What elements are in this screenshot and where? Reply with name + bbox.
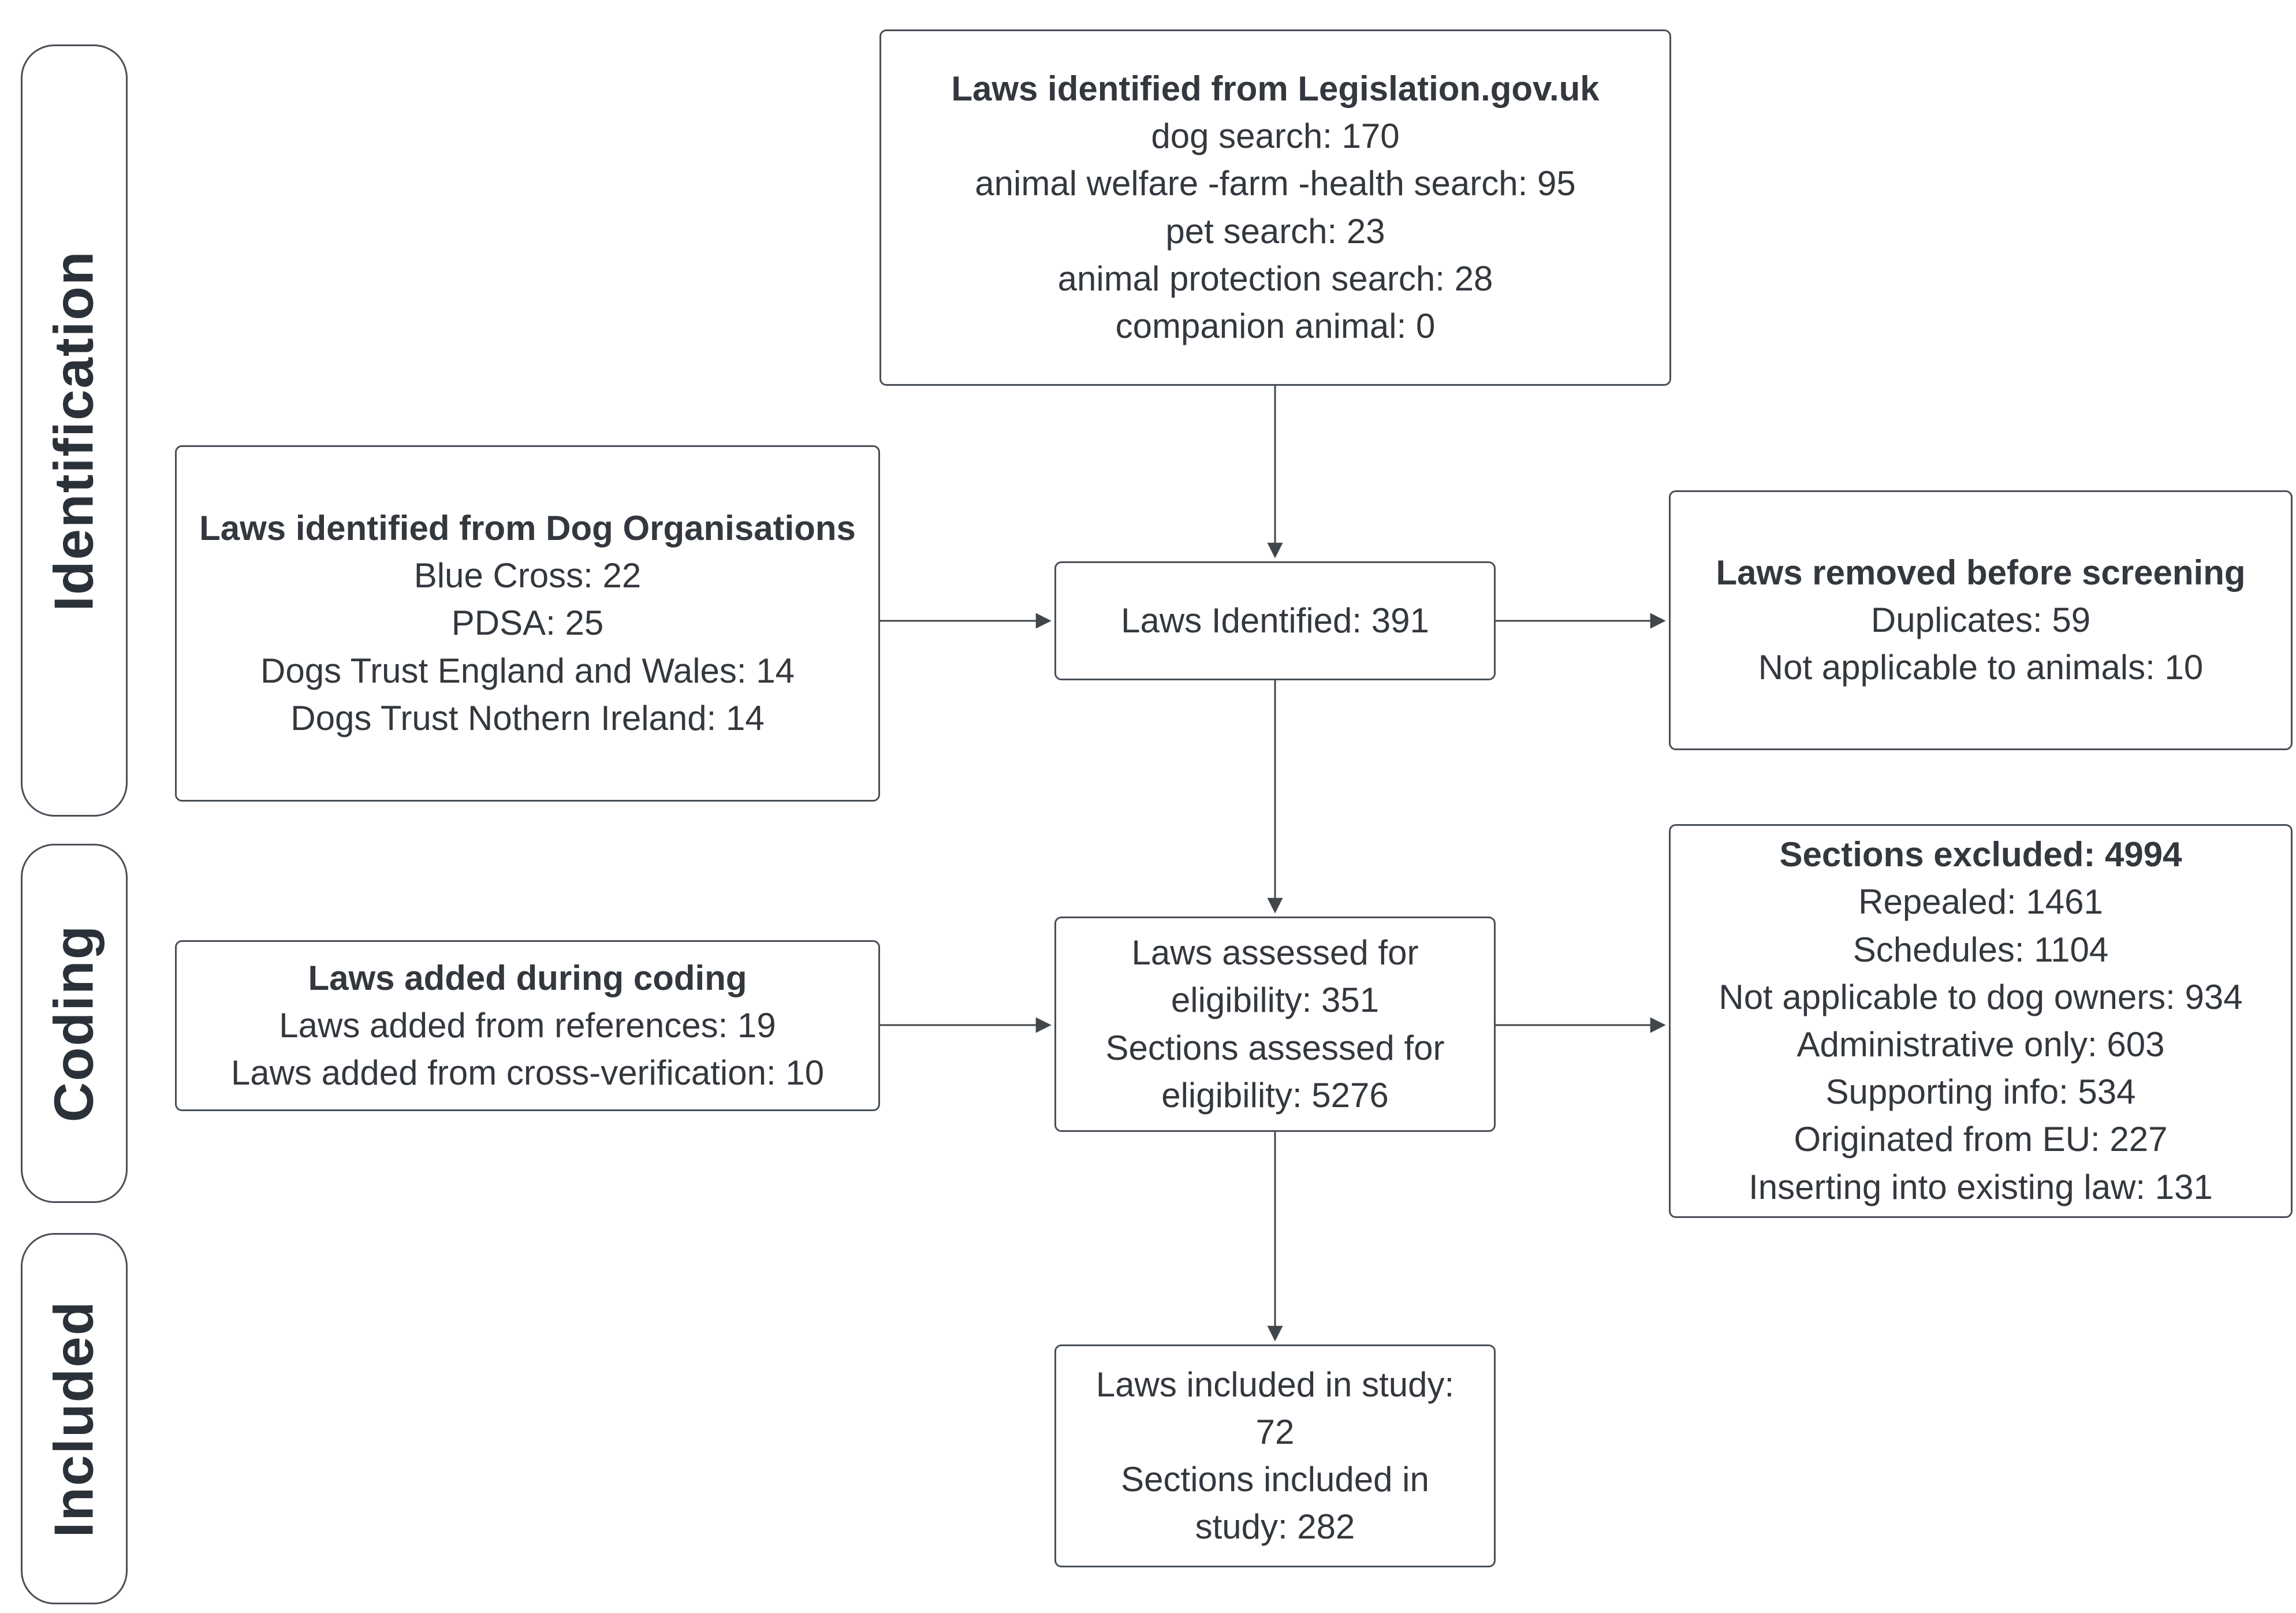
stage-identification-label: Identification [43,249,105,612]
stage-coding-label: Coding [43,924,105,1123]
box-laws-identified-lines [1074,597,1477,645]
box-removed-lines [1688,597,2273,691]
box-legislation-lines [899,113,1652,350]
box-legislation-title: Laws identified from Legislation.gov.uk [951,69,1600,108]
box-line: Sections assessed for eligibility: 5276 [1105,1028,1445,1115]
box-line: Repealed: 1461 [1858,882,2103,922]
box-line: Laws Identified: 391 [1121,601,1429,640]
box-line: companion animal: 0 [1115,306,1436,345]
box-line: Supporting info: 534 [1825,1072,2136,1112]
box-added-title: Laws added during coding [308,958,747,997]
box-dog-organisations-lines [194,552,861,742]
box-line: Laws assessed for eligibility: 351 [1131,933,1419,1020]
box-line: animal welfare -farm -health search: 95 [975,164,1576,203]
box-line: Dogs Trust Nothern Ireland: 14 [290,698,765,737]
box-dog-organisations-title: Laws identified from Dog Organisations [199,509,856,548]
box-included-in-study [1054,1344,1496,1567]
box-assessed-for-eligibility [1054,917,1496,1132]
box-removed-title: Laws removed before screening [1716,553,2246,592]
stage-identification [21,44,128,817]
box-line: animal protection search: 28 [1057,259,1493,298]
box-line: Not applicable to dog owners: 934 [1719,977,2243,1016]
box-line: pet search: 23 [1165,211,1385,251]
box-line: Laws added from references: 19 [279,1005,776,1045]
box-line: Schedules: 1104 [1853,930,2109,969]
box-line: Originated from EU: 227 [1794,1120,2168,1159]
box-line: Administrative only: 603 [1796,1025,2165,1064]
stage-included-label: Included [43,1300,105,1537]
box-removed-before-screening [1669,490,2293,750]
stage-coding [21,844,128,1203]
box-line: Laws added from cross-verification: 10 [230,1053,825,1093]
box-laws-identified [1054,561,1496,680]
box-line: Blue Cross: 22 [413,556,642,595]
box-legislation-sources [879,29,1671,386]
box-included-lines [1074,1361,1477,1551]
box-added-during-coding [175,940,880,1111]
box-sections-excluded-title: Sections excluded: 4994 [1779,835,2182,874]
box-assessed-lines [1074,929,1477,1119]
box-line: Inserting into existing law: 131 [1749,1167,2213,1206]
box-line: Duplicates: 59 [1870,600,2091,639]
box-line: Laws included in study: 72 [1095,1365,1455,1451]
box-sections-excluded-lines [1688,878,2273,1210]
stage-included [21,1233,128,1604]
box-line: PDSA: 25 [451,604,604,643]
box-line: dog search: 170 [1151,117,1400,156]
box-dog-organisations [175,445,880,802]
box-sections-excluded [1669,824,2293,1218]
box-line: Sections included in study: 282 [1121,1460,1429,1547]
box-added-lines [194,1002,861,1097]
box-line: Not applicable to animals: 10 [1758,648,2204,687]
box-line: Dogs Trust England and Wales: 14 [260,651,795,690]
